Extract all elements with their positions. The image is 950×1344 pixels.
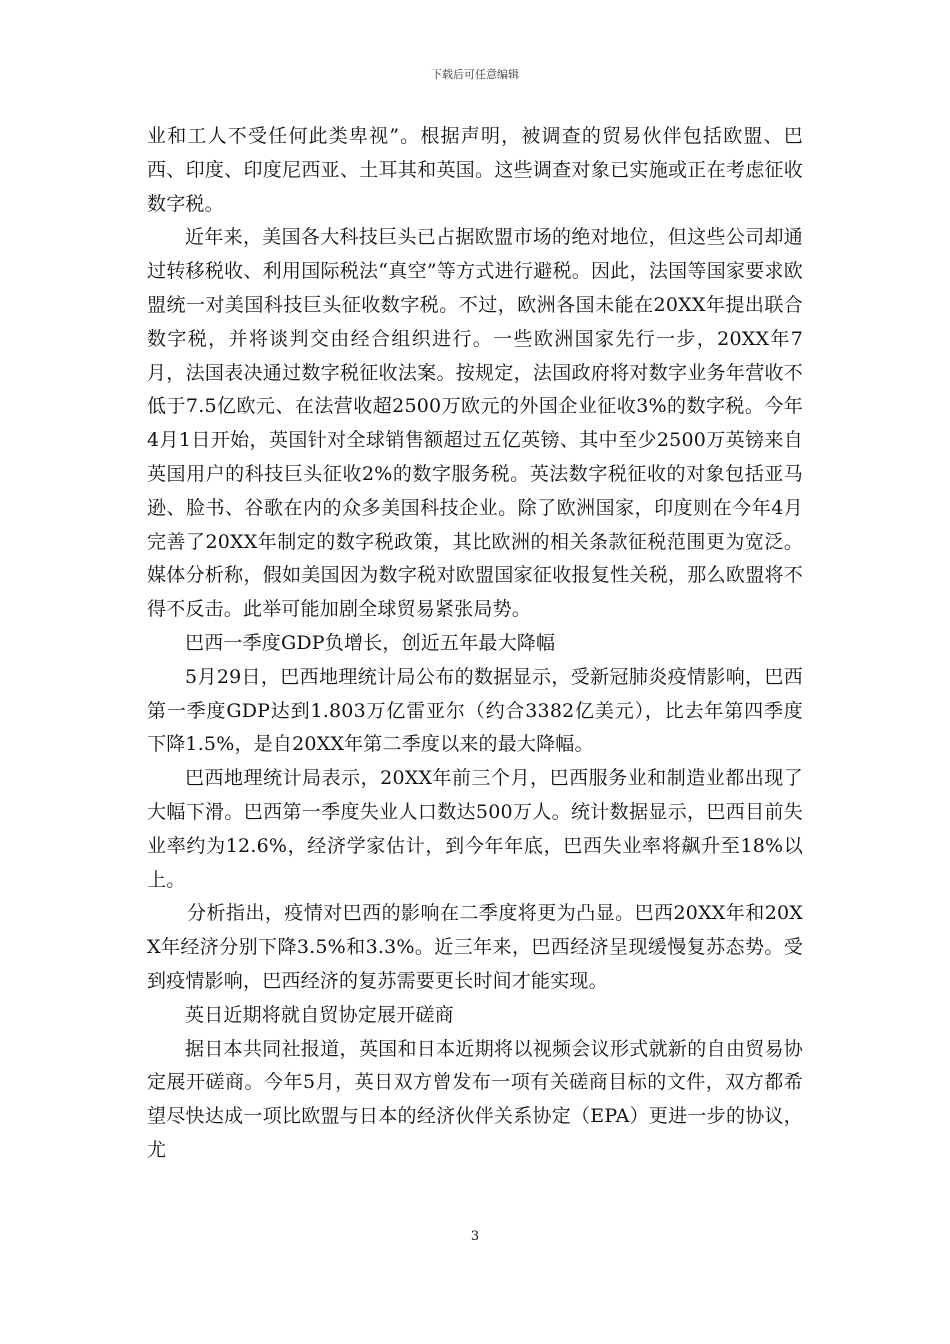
paragraph-uk-japan-talks: 据日本共同社报道，英国和日本近期将以视频会议形式就新的自由贸易协定展开磋商。今年5月，英日双方曾发布一项有关磋商目标的文件，双方都希望尽快达成一项比欧盟与日本的经济伙伴关系协定（EPA）更进一步的协议，尤 [147, 1037, 803, 1161]
page-header: 下载后可任意编辑 [431, 68, 519, 81]
paragraph-digital-tax: 近年来，美国各大科技巨头已占据欧盟市场的绝对地位，但这些公司却通过转移税收、利用国际税法“真空”等方式进行避税。因此，法国等国家要求欧盟统一对美国科技巨头征收数字税。不过，欧洲各国未能在20XX年提出联合数字税，并将谈判交由经合组织进行。一些欧洲国家先行一步，20XX年7月，法国表决通过数字税征收法案。按规定，法国政府将对数字业务年营收不低于7.5亿欧元、在法营收超2500万欧元的外国企业征收3%的数字税。今年4月1日开始，英国针对全球销售额超过五亿英镑、其中至少2500万英镑来自英国用户的科技巨头征收2%的数字服务税。英法数字税征收的对象包括亚马逊、脸书、谷歌在内的众多美国科技企业。除了欧洲国家，印度则在今年4月完善了20XX年制定的数字税政策，其比欧洲的相关条款征税范围更为宽泛。媒体分析称，假如美国因为数字税对欧盟国家征收报复性关税，那么欧盟将不得不反击。此举可能加剧全球贸易紧张局势。 [147, 226, 803, 621]
paragraph-brazil-gdp-data: 5月29日，巴西地理统计局公布的数据显示，受新冠肺炎疫情影响，巴西第一季度GDP达到1.803万亿雷亚尔（约合3382亿美元），比去年第四季度下降1.5%，是自20XX年第二季度以来的最大降幅。 [147, 665, 803, 756]
section-heading-brazil-gdp: 巴西一季度GDP负增长，创近五年最大降幅 [185, 631, 556, 654]
document-body [147, 120, 803, 1168]
paragraph-brazil-unemployment: 巴西地理统计局表示，20XX年前三个月，巴西服务业和制造业都出现了大幅下滑。巴西第一季度失业人口数达500万人。统计数据显示，巴西目前失业率约为12.6%，经济学家估计，到今年年底，巴西失业率将飙升至18%以上。 [147, 767, 803, 891]
page-number: 3 [470, 1229, 480, 1244]
section-heading-uk-japan: 英日近期将就自贸协定展开磋商 [185, 1003, 454, 1026]
paragraph-brazil-analysis: 分析指出，疫情对巴西的影响在二季度将更为凸显。巴西20XX年和20XX年经济分别下降3.5%和3.3%。近三年来，巴西经济呈现缓慢复苏态势。受到疫情影响，巴西经济的复苏需要更长时间才能实现。 [147, 902, 803, 992]
paragraph-continuation: 业和工人不受任何此类卑视”。根据声明，被调查的贸易伙伴包括欧盟、巴西、印度、印度尼西亚、土耳其和英国。这些调查对象已实施或正在考虑征收数字税。 [147, 125, 803, 215]
